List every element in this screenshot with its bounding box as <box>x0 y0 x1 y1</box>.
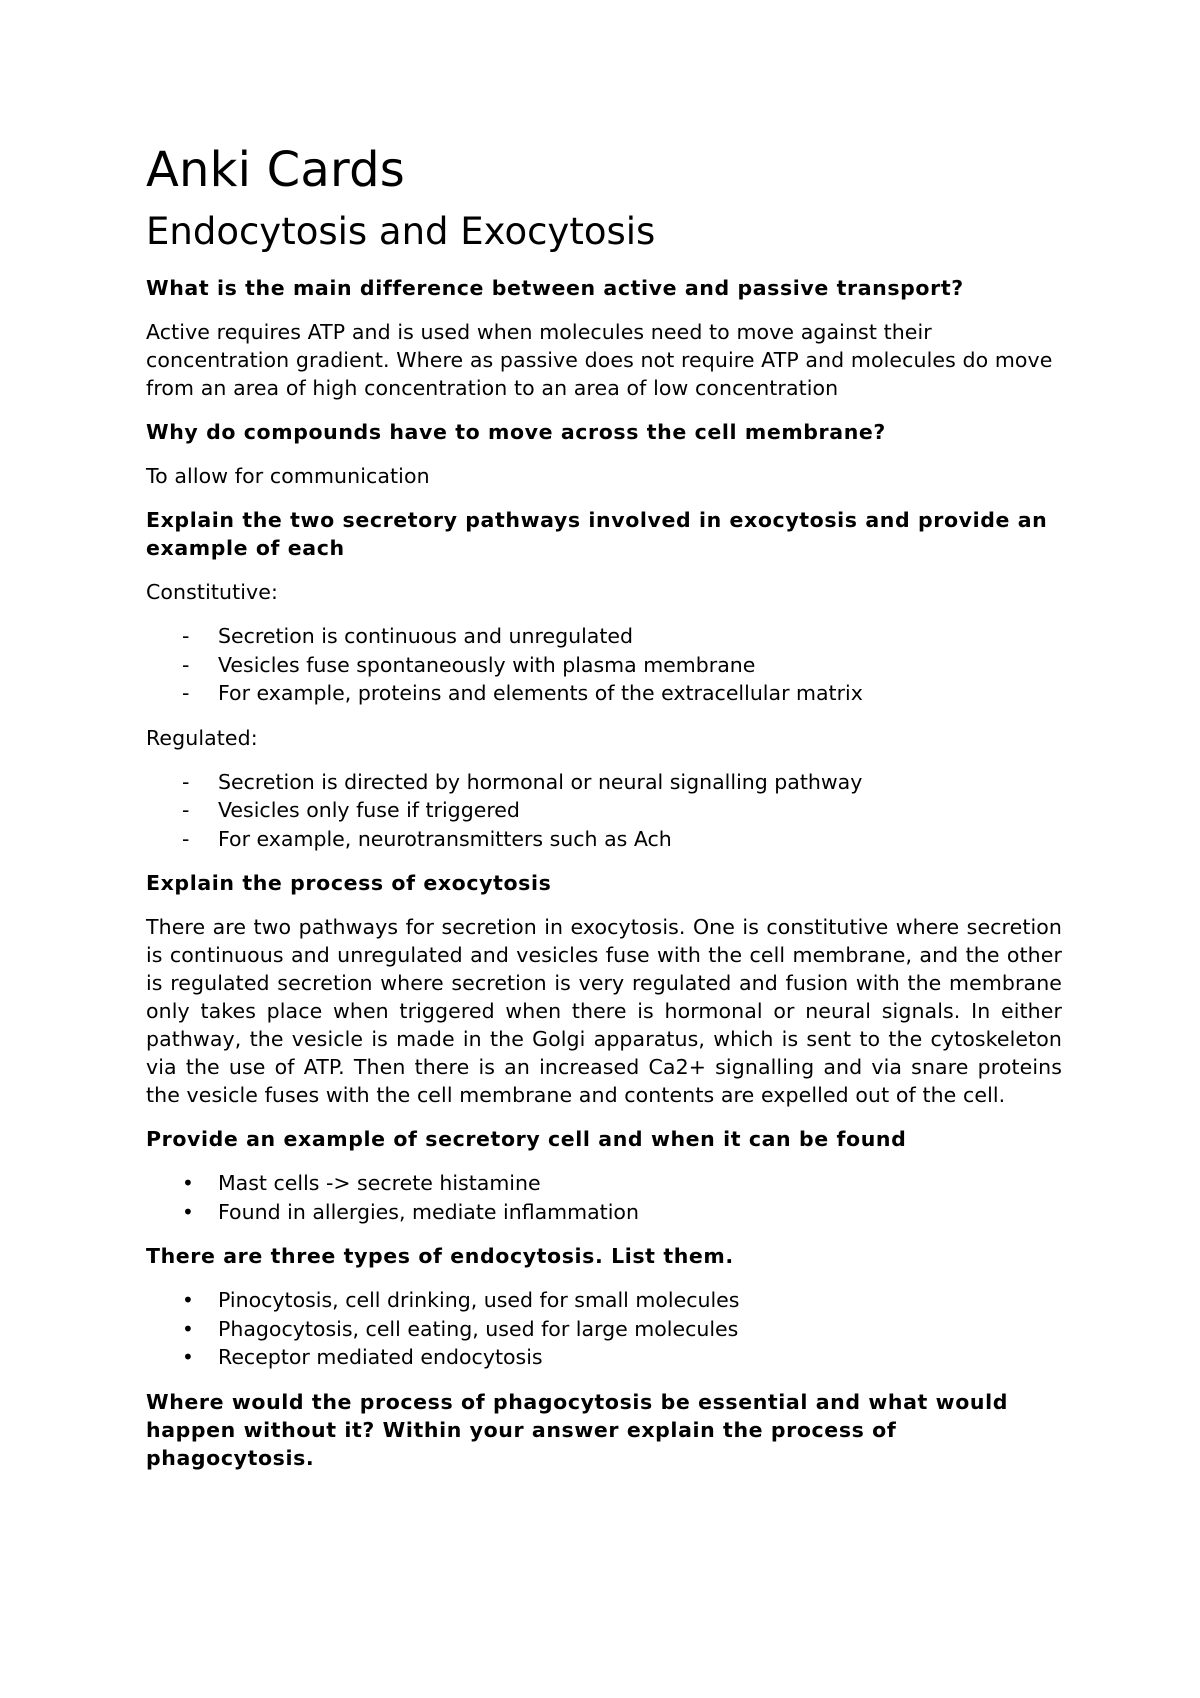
list-item: • Found in allergies, mediate inflammation <box>146 1198 1062 1227</box>
bullet-marker: • <box>182 1316 194 1341</box>
question-7: Where would the process of phagocytosis be essential and what would happen without it? Within your answer explain the process of phagocytosis. <box>146 1389 1008 1470</box>
regulated-label: Regulated: <box>146 725 258 750</box>
question-2: Why do compounds have to move across the cell membrane? <box>146 420 886 444</box>
list-item: • Receptor mediated endocytosis <box>146 1343 1062 1372</box>
document-page <box>146 140 1062 1488</box>
dash-marker: - <box>182 652 190 677</box>
question-3: Explain the two secretory pathways involved in exocytosis and provide an example of each <box>146 508 1048 560</box>
list-item: • Mast cells -> secrete histamine <box>146 1169 1062 1198</box>
section-heading: Endocytosis and Exocytosis <box>146 210 656 253</box>
bullet-marker: • <box>182 1288 194 1312</box>
constitutive-list <box>146 622 1062 708</box>
question-1: What is the main difference between active and passive transport? <box>146 276 964 300</box>
list-item: - Vesicles only fuse if triggered <box>146 796 1062 825</box>
question-6: There are three types of endocytosis. List them. <box>146 1244 734 1268</box>
list-item: - For example, neurotransmitters such as Ach <box>146 825 1062 854</box>
bullet-marker: • <box>182 1345 194 1369</box>
dash-marker: - <box>182 769 190 794</box>
dash-marker: - <box>182 826 190 851</box>
answer-4: There are two pathways for secretion in exocytosis. One is constitutive where secretion is continuous and unregulated and vesicles fuse with the cell membrane, and the other is regulated secretion where secretion is very regulated and fusion with the membrane only takes place when triggered when there is hormonal or neural signals. In either pathway, the vesicle is made in the Golgi apparatus, which is sent to the cytoskeleton via the use of ATP. Then there is an increased Ca2+ signalling and via snare proteins the vesicle fuses with the cell membrane and contents are expelled out of the cell. <box>146 915 1062 1107</box>
list-item: • Pinocytosis, cell drinking, used for small molecules <box>146 1286 1062 1315</box>
document-title: Anki Cards <box>146 142 405 198</box>
regulated-list <box>146 768 1062 854</box>
question-4: Explain the process of exocytosis <box>146 871 552 895</box>
bullet-marker: • <box>182 1199 194 1224</box>
question-5: Provide an example of secretory cell and when it can be found <box>146 1127 907 1151</box>
secretory-cell-list <box>146 1169 1062 1226</box>
dash-marker: - <box>182 681 190 705</box>
answer-2: To allow for communication <box>146 464 430 488</box>
list-item: - Secretion is continuous and unregulated <box>146 622 1062 651</box>
endocytosis-types-list <box>146 1286 1062 1372</box>
dash-marker: - <box>182 798 190 822</box>
dash-marker: - <box>182 624 190 648</box>
list-item: - Secretion is directed by hormonal or neural signalling pathway <box>146 768 1062 797</box>
answer-1: Active requires ATP and is used when molecules need to move against their concentration gradient. Where as passive does not require ATP and molecules do move from an area of high concentration to an area of low concentration <box>146 320 1053 400</box>
bullet-marker: • <box>182 1171 194 1195</box>
list-item: • Phagocytosis, cell eating, used for large molecules <box>146 1315 1062 1344</box>
constitutive-label: Constitutive: <box>146 580 278 604</box>
list-item: - For example, proteins and elements of the extracellular matrix <box>146 679 1062 708</box>
list-item: - Vesicles fuse spontaneously with plasma membrane <box>146 651 1062 680</box>
